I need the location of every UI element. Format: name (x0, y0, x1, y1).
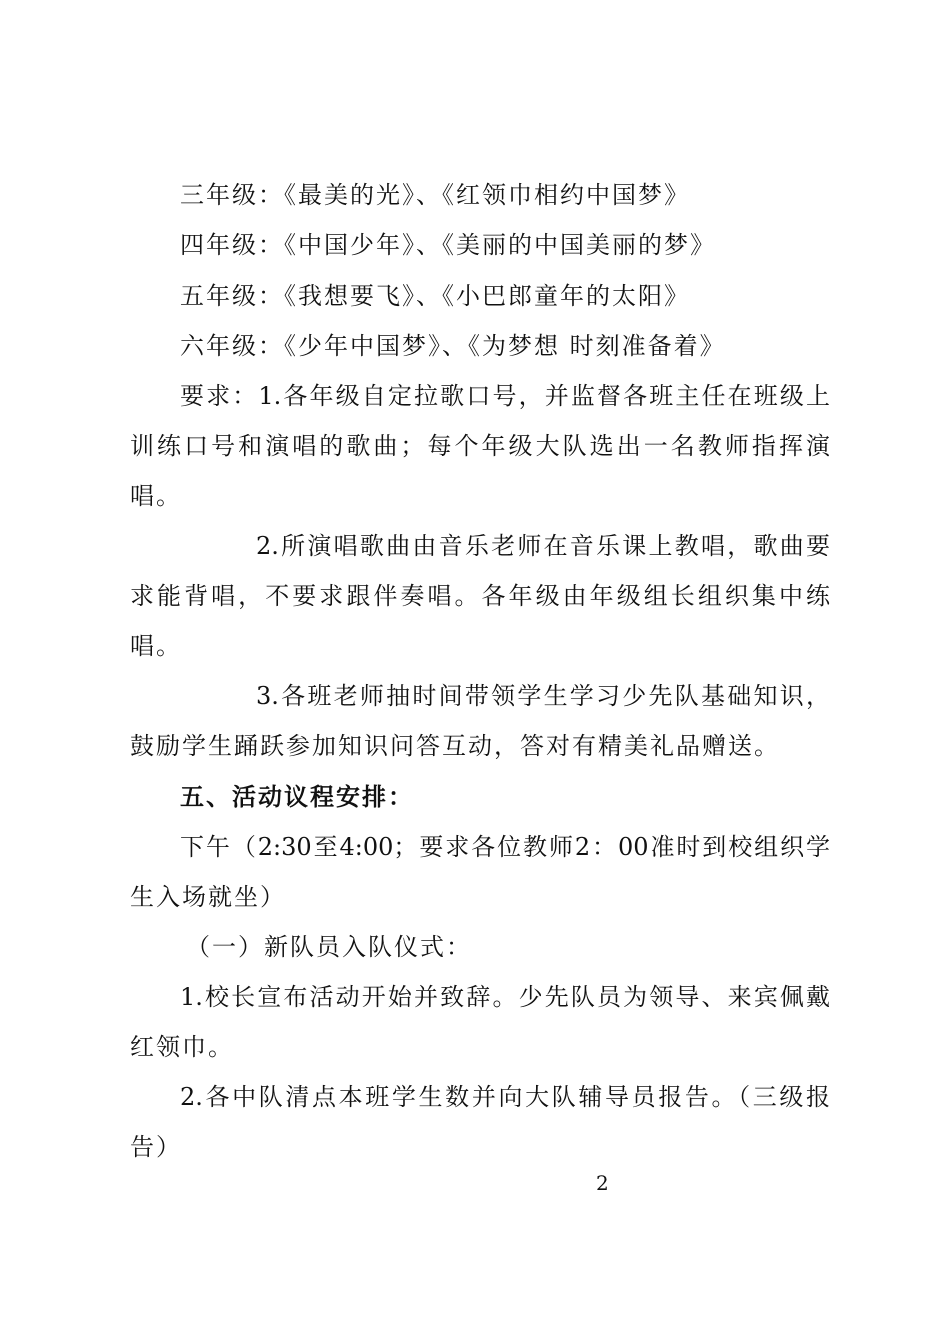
requirement-3-line-1: 3.各班老师抽时间带领学生学习少先队基础知识， (256, 682, 830, 710)
requirement-1-line-1: 要求：1.各年级自定拉歌口号，并监督各班主任在班级上 (180, 382, 830, 410)
requirement-2-line-1: 2.所演唱歌曲由音乐老师在音乐课上教唱，歌曲要 (256, 532, 830, 560)
song-line-grade5: 五年级：《我想要飞》、《小巴郎童年的太阳》 (180, 282, 690, 310)
requirement-2-line-3: 唱。 (130, 632, 182, 660)
requirement-2-line-2: 求能背唱，不要求跟伴奏唱。各年级由年级组长组织集中练 (130, 582, 830, 610)
agenda-item-2-line-1: 2.各中队清点本班学生数并向大队辅导员报告。（三级报 (180, 1083, 830, 1111)
agenda-item-2-line-2: 告） (130, 1133, 182, 1161)
schedule-time-line-1: 下午（2:30至4:00；要求各位教师2：00准时到校组织学 (180, 833, 830, 861)
agenda-item-1-line-1: 1.校长宣布活动开始并致辞。少先队员为领导、来宾佩戴 (180, 983, 830, 1011)
song-line-grade3: 三年级：《最美的光》、《红领巾相约中国梦》 (180, 181, 690, 209)
sub-heading-induction: （一）新队员入队仪式： (186, 933, 472, 961)
requirement-3-line-2: 鼓励学生踊跃参加知识问答互动，答对有精美礼品赠送。 (130, 732, 780, 760)
section-5-heading: 五、活动议程安排： (180, 782, 414, 811)
requirement-1-line-2: 训练口号和演唱的歌曲；每个年级大队选出一名教师指挥演 (130, 432, 830, 460)
schedule-time-line-2: 生入场就坐） (130, 883, 286, 911)
song-line-grade4: 四年级：《中国少年》、《美丽的中国美丽的梦》 (180, 231, 716, 259)
page-number: 2 (596, 1171, 609, 1195)
requirement-1-line-3: 唱。 (130, 482, 182, 510)
agenda-item-1-line-2: 红领巾。 (130, 1033, 234, 1061)
song-line-grade6: 六年级：《少年中国梦》、《为梦想 时刻准备着》 (180, 332, 726, 360)
